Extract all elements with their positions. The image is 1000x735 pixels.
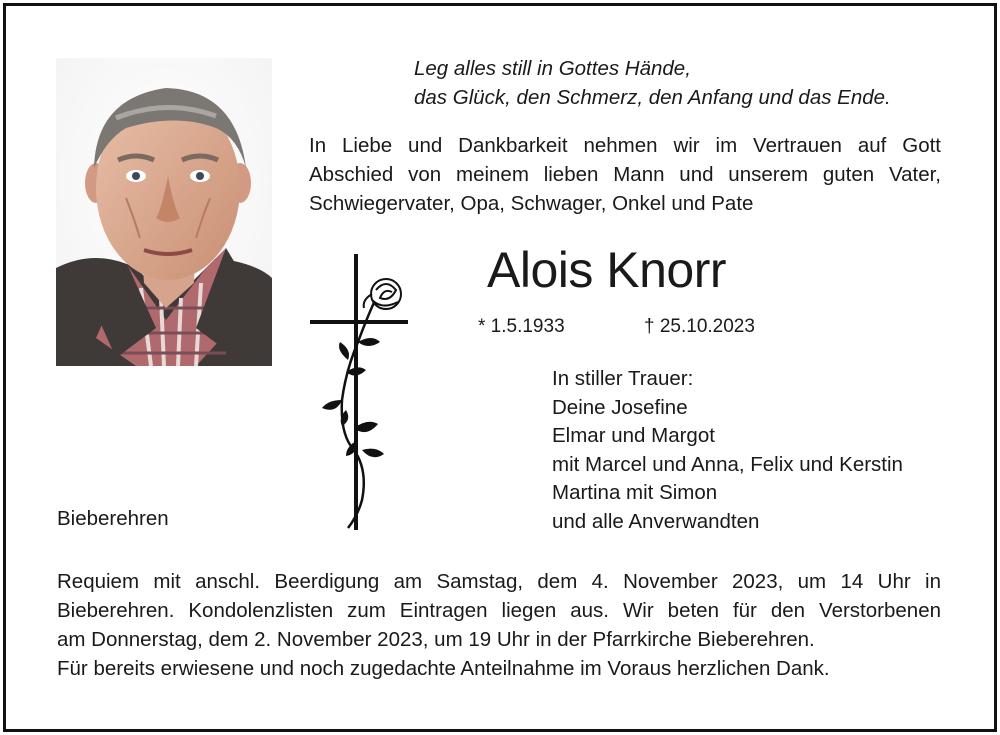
mourner-line: und alle Anverwandten bbox=[552, 509, 760, 533]
intro-text bbox=[309, 131, 941, 218]
mourner-line: Elmar und Margot bbox=[552, 424, 715, 447]
cross-with-rose-icon bbox=[306, 250, 416, 535]
details-line: Bieberehren. Kondolenzlisten zum Eintragen liegen aus. Wir beten für den Verstorbenen bbox=[57, 599, 941, 622]
mourner-line: mit Marcel und Anna, Felix und Kerstin bbox=[552, 452, 903, 476]
funeral-details bbox=[57, 567, 941, 683]
mourner-line: Deine Josefine bbox=[552, 395, 688, 419]
death-date: † 25.10.2023 bbox=[644, 316, 755, 337]
place-name: Bieberehren bbox=[57, 507, 169, 530]
birth-date: * 1.5.1933 bbox=[478, 316, 565, 337]
mourner-line: Martina mit Simon bbox=[552, 481, 718, 504]
details-line: Für bereits erwiesene und noch zugedachte Anteilnahme im Voraus herzlichen Dank. bbox=[57, 657, 830, 680]
intro-line: Abschied von meinem lieben Mann und unserem guten Vater, bbox=[309, 163, 941, 186]
mourners-heading: In stiller Trauer: bbox=[552, 367, 694, 390]
intro-line: In Liebe und Dankbarkeit nehmen wir im Vertrauen auf Gott bbox=[309, 134, 941, 157]
deceased-name: Alois Knorr bbox=[487, 242, 727, 298]
details-line: am Donnerstag, dem 2. November 2023, um 19 Uhr in der Pfarrkirche Bieberehren. bbox=[57, 628, 815, 651]
portrait-photo bbox=[56, 58, 272, 366]
verse-line: das Glück, den Schmerz, den Anfang und das Ende. bbox=[414, 86, 891, 109]
details-line: Requiem mit anschl. Beerdigung am Samstag, dem 4. November 2023, um 14 Uhr in bbox=[57, 570, 941, 593]
intro-line: Schwiegervater, Opa, Schwager, Onkel und Pate bbox=[309, 192, 754, 215]
mourners-list bbox=[552, 365, 903, 536]
verse bbox=[414, 54, 891, 112]
verse-line: Leg alles still in Gottes Hände, bbox=[414, 57, 691, 80]
